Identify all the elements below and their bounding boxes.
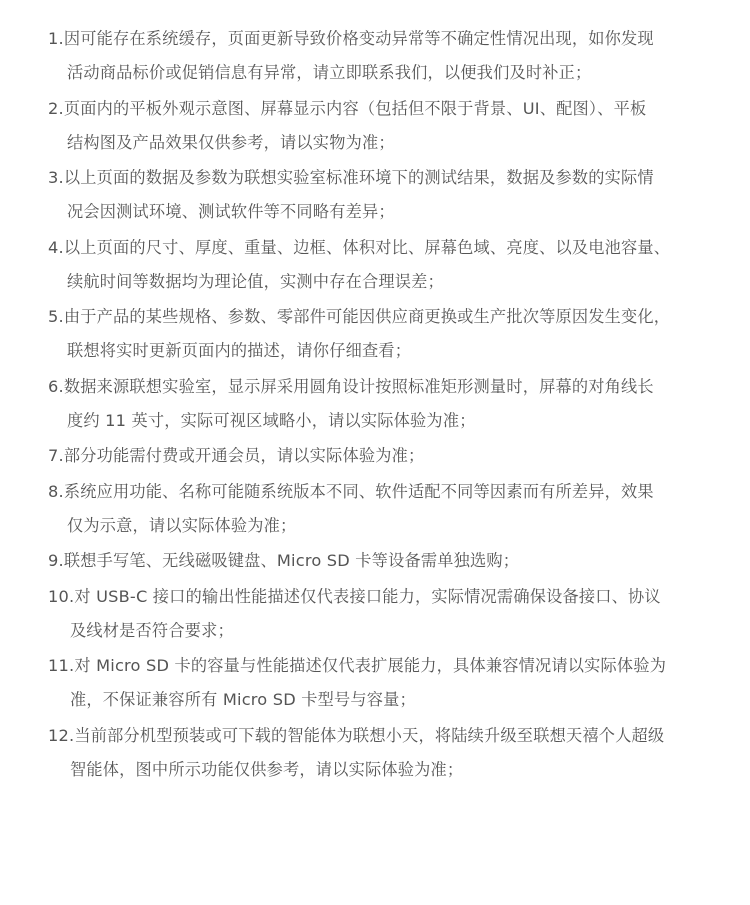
item-number: 4. <box>48 237 64 257</box>
item-number: 11. <box>48 656 75 675</box>
item-text-line: 度约 11 英寸，实际可视区域略小，请以实际体验为准； <box>67 410 476 430</box>
item-text-line: 及线材是否符合要求； <box>70 620 234 640</box>
disclaimer-item-7 <box>48 439 708 473</box>
disclaimer-list <box>48 22 708 788</box>
item-number: 7. <box>48 446 64 465</box>
disclaimer-item-12 <box>48 719 708 787</box>
item-text-line: 因可能存在系统缓存，页面更新导致价格变动异常等不确定性情况出现，如你发现 <box>63 29 654 48</box>
item-text-line: 准，不保证兼容所有 Micro SD 卡型号与容量； <box>70 690 416 709</box>
disclaimer-item-6 <box>48 370 708 438</box>
item-number: 9. <box>48 551 64 570</box>
item-text-line: 以上页面的尺寸、厚度、重量、边框、体积对比、屏幕色域、亮度、以及电池容量、 <box>63 237 671 257</box>
item-text-line: 结构图及产品效果仅供参考，请以实物为准； <box>67 132 395 152</box>
item-text-line: 页面内的平板外观示意图、屏幕显示内容（包括但不限于背景、UI、配图）、平板 <box>63 98 647 118</box>
item-text-line: 当前部分机型预装或可下载的智能体为联想小天，将陆续升级至联想天禧个人超级 <box>74 725 665 745</box>
item-number: 1. <box>48 29 64 48</box>
disclaimer-item-8 <box>48 475 708 543</box>
item-text-line: 况会因测试环境、测试软件等不同略有差异； <box>67 202 395 221</box>
item-text-line: 对 USB-C 接口的输出性能描述仅代表接口能力，实际情况需确保设备接口、协议 <box>74 586 661 606</box>
disclaimer-item-11 <box>48 649 708 717</box>
disclaimer-item-5 <box>48 300 708 368</box>
disclaimer-item-10 <box>48 580 708 648</box>
item-number: 8. <box>48 481 64 501</box>
item-text-line: 对 Micro SD 卡的容量与性能描述仅代表扩展能力，具体兼容情况请以实际体验为 <box>74 656 667 675</box>
item-number: 12. <box>48 725 75 745</box>
item-number: 3. <box>48 168 64 187</box>
item-number: 6. <box>48 376 64 396</box>
item-number: 5. <box>48 307 64 326</box>
item-text-line: 联想将实时更新页面内的描述，请你仔细查看； <box>67 341 412 360</box>
item-number: 10. <box>48 586 75 606</box>
item-text-line: 仅为示意，请以实际体验为准； <box>67 515 297 535</box>
disclaimer-item-2 <box>48 92 708 160</box>
disclaimer-item-4 <box>48 231 708 299</box>
item-number: 2. <box>48 98 64 118</box>
item-text-line: 数据来源联想实验室，显示屏采用圆角设计按照标准矩形测量时，屏幕的对角线长 <box>63 376 654 396</box>
item-text-line: 由于产品的某些规格、参数、零部件可能因供应商更换或生产批次等原因发生变化， <box>63 307 671 326</box>
item-text-line: 系统应用功能、名称可能随系统版本不同、软件适配不同等因素而有所差异，效果 <box>63 481 654 501</box>
disclaimer-item-9 <box>48 544 708 578</box>
disclaimer-item-1 <box>48 22 708 90</box>
item-text-line: 续航时间等数据均为理论值，实测中存在合理误差； <box>67 271 444 291</box>
item-text-line: 部分功能需付费或开通会员，请以实际体验为准； <box>63 446 425 465</box>
item-text-line: 以上页面的数据及参数为联想实验室标准环境下的测试结果，数据及参数的实际情 <box>63 168 654 187</box>
item-text-line: 活动商品标价或促销信息有异常，请立即联系我们，以便我们及时补正； <box>67 63 592 82</box>
item-text-line: 智能体，图中所示功能仅供参考，请以实际体验为准； <box>70 759 464 779</box>
item-text-line: 联想手写笔、无线磁吸键盘、Micro SD 卡等设备需单独选购； <box>63 551 520 570</box>
disclaimer-item-3 <box>48 161 708 229</box>
